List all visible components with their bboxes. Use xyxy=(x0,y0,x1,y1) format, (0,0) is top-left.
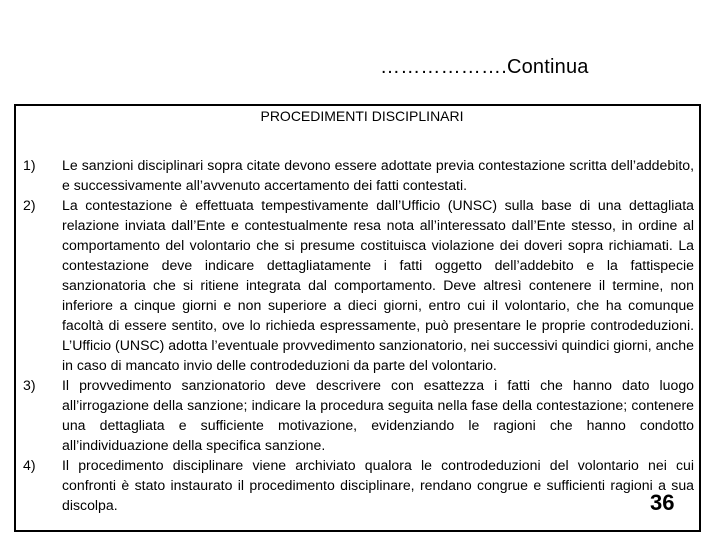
list-item-text: Il provvedimento sanzionatorio deve descrivere con esattezza i fatti che hanno dato luogo all’irrogazione della sanzione; indicare la procedura seguita nella fase della contestazione; contenere una dettagliata e sufficiente motivazione, evidenziando le ragioni che hanno condotto all’individuazione della specifica sanzione. xyxy=(62,377,694,453)
list-item-1 xyxy=(0,155,720,195)
list-item-text: Le sanzioni disciplinari sopra citate devono essere adottate previa contestazione scritta dell’addebito, e successivamente all’avvenuto accertamento dei fatti contestati. xyxy=(62,157,694,193)
section-title: PROCEDIMENTI DISCIPLINARI xyxy=(260,108,464,124)
page-number: 36 xyxy=(650,490,675,515)
numbered-list xyxy=(0,155,720,515)
continua-label: ……………….Continua xyxy=(380,56,589,78)
list-item-4 xyxy=(0,455,720,515)
list-item-2 xyxy=(0,195,720,375)
list-item-number: 4) xyxy=(23,457,36,473)
list-item-number: 2) xyxy=(23,197,36,213)
list-item-3 xyxy=(0,375,720,455)
list-item-number: 3) xyxy=(23,377,36,393)
list-item-number: 1) xyxy=(23,157,36,173)
list-item-text: Il procedimento disciplinare viene archiviato qualora le controdeduzioni del volontario nei cui confronti è stato instaurato il procedimento disciplinare, rendano congrue e sufficienti ragioni a sua discolpa. xyxy=(62,457,694,513)
list-item-text: La contestazione è effettuata tempestivamente dall’Ufficio (UNSC) sulla base di una dettagliata relazione inviata dall’Ente e contestualmente resa nota all’interessato dall’Ente stesso, in ordine al comportamento del volontario che si presume costituisca violazione dei doveri sopra richiamati. La contestazione deve indicare dettagliatamente i fatti oggetto dell’addebito e la fattispecie sanzionatoria che si ritiene integrata dal comportamento. Deve altresì contenere il termine, non inferiore a cinque giorni e non superiore a dieci giorni, entro cui il volontario, che ha comunque facoltà di essere sentito, ove lo richieda espressamente, può presentare le proprie controdeduzioni. L’Ufficio (UNSC) adotta l’eventuale provvedimento sanzionatorio, nei successivi quindici giorni, anche in caso di mancato invio delle controdeduzioni da parte del volontario. xyxy=(62,197,694,373)
